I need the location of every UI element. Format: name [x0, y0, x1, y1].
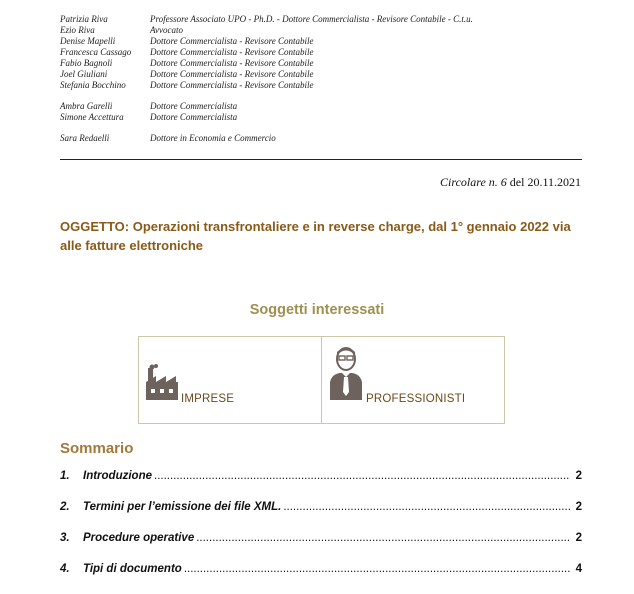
staff-row: [60, 36, 473, 47]
staff-row: [60, 47, 473, 58]
subject-heading: OGGETTO: Operazioni transfrontaliere e in reverse charge, dal 1° gennaio 2022 via alle fatture elettroniche: [60, 219, 571, 253]
toc-number: 3.: [60, 532, 70, 544]
toc-title: Termini per l’emissione dei file XML.: [83, 501, 282, 513]
circolare-line: [440, 175, 581, 190]
toc-title: Tipi di documento: [83, 563, 182, 575]
staff-name: Denise Mapelli: [60, 36, 116, 46]
subject-professionisti: [321, 337, 504, 423]
toc-leader: [196, 532, 570, 544]
staff-name: Stefania Bocchino: [60, 80, 126, 90]
toc-page: 4: [575, 563, 582, 575]
staff-name: Ambra Garelli: [60, 101, 113, 111]
staff-name: Sara Redaelli: [60, 133, 110, 143]
toc-title: Procedure operative: [83, 532, 195, 544]
staff-row: [60, 14, 473, 25]
staff-row: [60, 25, 473, 36]
toc-item[interactable]: [60, 501, 582, 532]
staff-role: Dottore Commercialista - Revisore Contabile: [150, 69, 314, 79]
staff-role: Avvocato: [150, 25, 183, 35]
factory-icon: [145, 364, 179, 405]
staff-row: [60, 101, 473, 112]
staff-name: Fabio Bagnoli: [60, 58, 113, 68]
table-of-contents: [60, 470, 582, 594]
toc-page: 2: [575, 532, 582, 544]
soggetti-title: Soggetti interessati: [249, 302, 385, 318]
staff-list: [60, 14, 473, 144]
staff-role: Dottore Commercialista - Revisore Contabile: [150, 80, 314, 90]
staff-row: [60, 133, 473, 144]
staff-name: Ezio Riva: [60, 25, 95, 35]
toc-page: 2: [575, 470, 582, 482]
staff-name: Simone Accettura: [60, 112, 124, 122]
toc-page: 2: [575, 501, 582, 513]
professional-icon: [328, 346, 364, 405]
sommario-title: Sommario: [60, 440, 134, 457]
toc-leader: [184, 563, 570, 575]
toc-item[interactable]: [60, 563, 582, 594]
staff-name: Patrizia Riva: [60, 14, 108, 24]
staff-role: Dottore Commercialista: [150, 101, 238, 111]
staff-row: [60, 58, 473, 69]
staff-row: [60, 80, 473, 91]
staff-name: Francesca Cassago: [60, 47, 132, 57]
staff-role: Dottore in Economia e Commercio: [150, 133, 276, 143]
header-divider: [60, 159, 582, 160]
toc-number: 4.: [60, 563, 70, 575]
staff-role: Dottore Commercialista - Revisore Contabile: [150, 47, 314, 57]
toc-leader: [283, 501, 570, 513]
staff-row: [60, 69, 473, 80]
staff-role: Professore Associato UPO - Ph.D. - Dottore Commercialista - Revisore Contabile - C.t.u.: [150, 14, 473, 24]
staff-name: Joel Giuliani: [60, 69, 108, 79]
toc-number: 1.: [60, 470, 70, 482]
toc-item[interactable]: [60, 470, 582, 501]
toc-number: 2.: [60, 501, 70, 513]
toc-leader: [154, 470, 570, 482]
staff-role: Dottore Commercialista - Revisore Contabile: [150, 36, 314, 46]
subject-label: PROFESSIONISTI: [366, 393, 466, 405]
staff-role: Dottore Commercialista: [150, 112, 238, 122]
subject-imprese: [139, 337, 321, 423]
staff-role: Dottore Commercialista - Revisore Contabile: [150, 58, 314, 68]
circolare-date: del 20.11.2021: [509, 175, 581, 189]
subjects-box: [138, 336, 505, 424]
staff-row: [60, 112, 473, 123]
circolare-number: Circolare n. 6: [440, 175, 507, 189]
toc-item[interactable]: [60, 532, 582, 563]
toc-title: Introduzione: [83, 470, 152, 482]
subject-label: IMPRESE: [181, 393, 235, 405]
